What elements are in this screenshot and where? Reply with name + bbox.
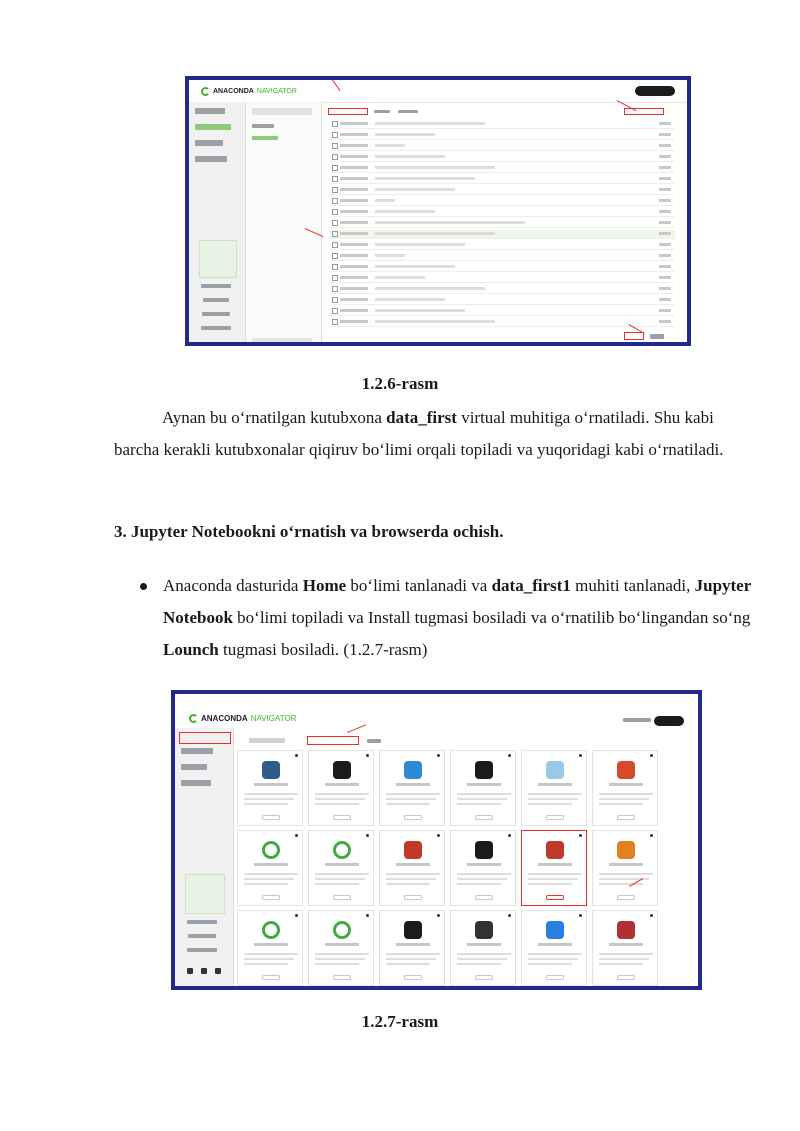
application-card[interactable] bbox=[521, 910, 587, 986]
row-checkbox[interactable] bbox=[332, 198, 338, 204]
application-description bbox=[599, 798, 649, 800]
package-description bbox=[375, 166, 495, 169]
package-name bbox=[340, 199, 368, 202]
bullet-item: Anaconda dasturida Home bo‘limi tanlanadi va data_first1 muhiti tanlanadi, Jupyter Notebook bo‘limi topiladi va Install tugmasi bosiladi va o‘rnatilib bo‘lingandan so‘ng Lounch tugmasi bosiladi. (1.2.7-rasm) bbox=[163, 576, 751, 659]
application-description bbox=[315, 953, 369, 955]
sidebar-link[interactable] bbox=[187, 920, 217, 924]
sidebar-link[interactable] bbox=[202, 312, 230, 316]
package-version bbox=[659, 188, 671, 191]
package-name bbox=[340, 243, 368, 246]
application-title bbox=[467, 943, 501, 946]
application-icon bbox=[333, 841, 351, 859]
table-row[interactable] bbox=[330, 307, 675, 316]
settings-icon[interactable] bbox=[579, 754, 582, 757]
table-row[interactable] bbox=[330, 318, 675, 327]
application-icon bbox=[617, 841, 635, 859]
settings-icon[interactable] bbox=[437, 914, 440, 917]
application-action-button[interactable] bbox=[546, 895, 564, 900]
package-description bbox=[375, 287, 485, 290]
application-action-button[interactable] bbox=[404, 975, 422, 980]
package-name bbox=[340, 166, 368, 169]
row-checkbox[interactable] bbox=[332, 286, 338, 292]
promo-banner[interactable] bbox=[199, 240, 237, 278]
row-checkbox[interactable] bbox=[332, 319, 338, 325]
application-description bbox=[528, 953, 582, 955]
application-title bbox=[467, 783, 501, 786]
settings-icon[interactable] bbox=[437, 754, 440, 757]
application-card[interactable] bbox=[379, 830, 445, 906]
application-description bbox=[386, 883, 430, 885]
application-description bbox=[528, 878, 578, 880]
clear-button[interactable] bbox=[650, 334, 664, 339]
navigator-sidebar bbox=[175, 728, 234, 986]
sidebar-item-environments[interactable] bbox=[181, 748, 213, 754]
application-action-button[interactable] bbox=[475, 895, 493, 900]
table-row[interactable] bbox=[330, 296, 675, 305]
anaconda-logo: ANACONDA NAVIGATOR bbox=[189, 714, 296, 723]
application-icon bbox=[404, 921, 422, 939]
navigator-header bbox=[189, 80, 687, 103]
environment-search-input[interactable] bbox=[252, 108, 312, 115]
application-card[interactable] bbox=[592, 830, 658, 906]
application-title bbox=[254, 783, 288, 786]
table-row[interactable] bbox=[330, 230, 675, 239]
row-checkbox[interactable] bbox=[332, 176, 338, 182]
package-version bbox=[659, 133, 671, 136]
figure-2-screenshot bbox=[171, 690, 702, 990]
application-card[interactable] bbox=[521, 830, 587, 906]
environment-item-selected[interactable] bbox=[252, 136, 278, 140]
application-description bbox=[457, 798, 507, 800]
application-title bbox=[325, 943, 359, 946]
row-checkbox[interactable] bbox=[332, 165, 338, 171]
package-name bbox=[340, 210, 368, 213]
row-checkbox[interactable] bbox=[332, 308, 338, 314]
package-version bbox=[659, 309, 671, 312]
application-title bbox=[467, 863, 501, 866]
sidebar-item-learning[interactable] bbox=[195, 140, 223, 146]
table-row[interactable] bbox=[330, 274, 675, 283]
row-checkbox[interactable] bbox=[332, 264, 338, 270]
row-checkbox[interactable] bbox=[332, 242, 338, 248]
application-card[interactable] bbox=[450, 910, 516, 986]
application-description bbox=[315, 873, 369, 875]
table-row[interactable] bbox=[330, 120, 675, 129]
application-card[interactable] bbox=[308, 750, 374, 826]
application-icon bbox=[262, 761, 280, 779]
application-description bbox=[315, 793, 369, 795]
package-name bbox=[340, 276, 368, 279]
package-version bbox=[659, 166, 671, 169]
application-description bbox=[457, 963, 501, 965]
package-description bbox=[375, 265, 455, 268]
application-card[interactable] bbox=[592, 910, 658, 986]
application-description bbox=[244, 873, 298, 875]
application-description bbox=[599, 883, 643, 885]
application-description bbox=[457, 878, 507, 880]
application-card[interactable] bbox=[308, 830, 374, 906]
package-version bbox=[659, 276, 671, 279]
applications-select[interactable] bbox=[249, 738, 285, 743]
settings-icon[interactable] bbox=[366, 834, 369, 837]
application-title bbox=[538, 943, 572, 946]
annotation-box-filter bbox=[624, 108, 664, 115]
package-description bbox=[375, 309, 465, 312]
settings-icon[interactable] bbox=[508, 834, 511, 837]
application-description bbox=[457, 803, 501, 805]
application-title bbox=[609, 783, 643, 786]
settings-icon[interactable] bbox=[295, 834, 298, 837]
table-row[interactable] bbox=[330, 219, 675, 228]
environment-actions[interactable] bbox=[252, 338, 312, 346]
table-row[interactable] bbox=[330, 252, 675, 261]
application-description bbox=[386, 798, 436, 800]
application-action-button[interactable] bbox=[475, 815, 493, 820]
application-title bbox=[325, 863, 359, 866]
application-icon bbox=[475, 921, 493, 939]
settings-icon[interactable] bbox=[508, 754, 511, 757]
package-version bbox=[659, 287, 671, 290]
application-action-button[interactable] bbox=[333, 895, 351, 900]
youtube-icon[interactable] bbox=[201, 968, 207, 974]
application-description bbox=[244, 793, 298, 795]
anaconda-logo: ANACONDA NAVIGATOR bbox=[201, 85, 297, 97]
package-description bbox=[375, 320, 495, 323]
application-card[interactable] bbox=[450, 750, 516, 826]
application-icon bbox=[404, 841, 422, 859]
connect-button[interactable] bbox=[623, 718, 651, 722]
navigator-sidebar bbox=[189, 102, 246, 342]
sign-in-button[interactable] bbox=[635, 86, 675, 96]
application-icon bbox=[333, 761, 351, 779]
table-row[interactable] bbox=[330, 241, 675, 250]
application-title bbox=[325, 783, 359, 786]
application-description bbox=[457, 953, 511, 955]
application-title bbox=[609, 863, 643, 866]
package-name bbox=[340, 320, 368, 323]
row-checkbox[interactable] bbox=[332, 154, 338, 160]
row-checkbox[interactable] bbox=[332, 297, 338, 303]
table-row[interactable] bbox=[330, 208, 675, 217]
package-description bbox=[375, 133, 435, 136]
package-version bbox=[659, 254, 671, 257]
application-action-button[interactable] bbox=[617, 815, 635, 820]
application-action-button[interactable] bbox=[262, 975, 280, 980]
applications-grid bbox=[237, 750, 690, 980]
application-action-button[interactable] bbox=[404, 895, 422, 900]
table-row[interactable] bbox=[330, 263, 675, 272]
package-name bbox=[340, 254, 368, 257]
annotation-box-apply bbox=[624, 332, 644, 340]
package-description bbox=[375, 199, 395, 202]
application-description bbox=[386, 803, 430, 805]
figure-2-caption: 1.2.7-rasm bbox=[361, 1012, 439, 1031]
application-description bbox=[315, 798, 365, 800]
table-row[interactable] bbox=[330, 131, 675, 140]
channels-button[interactable] bbox=[374, 110, 390, 113]
application-card[interactable] bbox=[237, 830, 303, 906]
package-version bbox=[659, 298, 671, 301]
application-icon bbox=[617, 921, 635, 939]
package-version bbox=[659, 122, 671, 125]
application-title bbox=[538, 863, 572, 866]
package-description bbox=[375, 276, 425, 279]
settings-icon[interactable] bbox=[437, 834, 440, 837]
application-description bbox=[244, 878, 294, 880]
figure-1-caption: 1.2.6-rasm bbox=[361, 374, 439, 393]
application-description bbox=[244, 958, 294, 960]
sidebar-item-community[interactable] bbox=[195, 156, 227, 162]
application-description bbox=[528, 873, 582, 875]
sign-in-button[interactable] bbox=[654, 716, 684, 726]
package-version bbox=[659, 210, 671, 213]
application-title bbox=[396, 783, 430, 786]
application-description bbox=[528, 798, 578, 800]
application-icon bbox=[262, 841, 280, 859]
application-description bbox=[528, 883, 572, 885]
settings-icon[interactable] bbox=[579, 834, 582, 837]
application-icon bbox=[404, 761, 422, 779]
package-name bbox=[340, 265, 368, 268]
package-version bbox=[659, 221, 671, 224]
sidebar-link[interactable] bbox=[201, 284, 231, 288]
package-version bbox=[659, 232, 671, 235]
update-index-button[interactable] bbox=[398, 110, 418, 113]
application-icon bbox=[262, 921, 280, 939]
row-checkbox[interactable] bbox=[332, 231, 338, 237]
application-action-button[interactable] bbox=[333, 975, 351, 980]
application-card[interactable] bbox=[379, 750, 445, 826]
application-action-button[interactable] bbox=[546, 815, 564, 820]
application-action-button[interactable] bbox=[262, 815, 280, 820]
application-action-button[interactable] bbox=[262, 895, 280, 900]
application-card[interactable] bbox=[237, 910, 303, 986]
sidebar-link[interactable] bbox=[201, 326, 231, 330]
application-description bbox=[528, 803, 572, 805]
application-card[interactable] bbox=[308, 910, 374, 986]
application-description bbox=[315, 878, 365, 880]
application-action-button[interactable] bbox=[617, 895, 635, 900]
application-description bbox=[599, 873, 653, 875]
application-title bbox=[254, 863, 288, 866]
application-description bbox=[457, 883, 501, 885]
application-description bbox=[244, 883, 288, 885]
navigator-header bbox=[175, 694, 698, 728]
package-description bbox=[375, 188, 455, 191]
application-description bbox=[386, 878, 436, 880]
environments-list bbox=[246, 102, 322, 342]
application-title bbox=[396, 943, 430, 946]
package-version bbox=[659, 243, 671, 246]
section-heading: 3. Jupyter Notebookni o‘rnatish va browserda ochish. bbox=[114, 522, 504, 541]
package-description bbox=[375, 177, 475, 180]
row-checkbox[interactable] bbox=[332, 275, 338, 281]
package-name bbox=[340, 122, 368, 125]
row-checkbox[interactable] bbox=[332, 132, 338, 138]
application-description bbox=[599, 963, 643, 965]
package-version bbox=[659, 155, 671, 158]
row-checkbox[interactable] bbox=[332, 143, 338, 149]
figure-1-screenshot bbox=[185, 76, 691, 346]
application-description bbox=[386, 873, 440, 875]
package-name bbox=[340, 133, 368, 136]
twitter-icon[interactable] bbox=[187, 968, 193, 974]
application-description bbox=[599, 953, 653, 955]
annotation-box-search bbox=[328, 108, 368, 115]
application-card[interactable] bbox=[237, 750, 303, 826]
table-row[interactable] bbox=[330, 285, 675, 294]
github-icon[interactable] bbox=[215, 968, 221, 974]
application-card[interactable] bbox=[521, 750, 587, 826]
application-icon bbox=[333, 921, 351, 939]
application-card[interactable] bbox=[592, 750, 658, 826]
application-title bbox=[254, 943, 288, 946]
package-name bbox=[340, 221, 368, 224]
channels-button[interactable] bbox=[367, 739, 381, 743]
settings-icon[interactable] bbox=[579, 914, 582, 917]
application-description bbox=[457, 873, 511, 875]
application-description bbox=[386, 958, 436, 960]
sidebar-item-environments[interactable] bbox=[195, 124, 231, 130]
application-icon bbox=[546, 761, 564, 779]
anaconda-ring-icon bbox=[201, 87, 210, 96]
package-version bbox=[659, 199, 671, 202]
settings-icon[interactable] bbox=[650, 914, 653, 917]
package-name bbox=[340, 144, 368, 147]
application-description bbox=[457, 958, 507, 960]
table-row[interactable] bbox=[330, 164, 675, 173]
application-icon bbox=[617, 761, 635, 779]
package-version bbox=[659, 144, 671, 147]
settings-icon[interactable] bbox=[650, 754, 653, 757]
sidebar-link[interactable] bbox=[203, 298, 229, 302]
table-row[interactable] bbox=[330, 142, 675, 151]
package-description bbox=[375, 298, 445, 301]
settings-icon[interactable] bbox=[295, 914, 298, 917]
table-row[interactable] bbox=[330, 175, 675, 184]
promo-banner[interactable] bbox=[185, 874, 225, 914]
package-name bbox=[340, 287, 368, 290]
settings-icon[interactable] bbox=[366, 754, 369, 757]
package-name bbox=[340, 232, 368, 235]
application-description bbox=[244, 953, 298, 955]
application-action-button[interactable] bbox=[617, 975, 635, 980]
package-name bbox=[340, 155, 368, 158]
application-action-button[interactable] bbox=[404, 815, 422, 820]
application-card[interactable] bbox=[450, 830, 516, 906]
application-description bbox=[244, 798, 294, 800]
settings-icon[interactable] bbox=[650, 834, 653, 837]
application-description bbox=[315, 803, 359, 805]
row-checkbox[interactable] bbox=[332, 187, 338, 193]
row-checkbox[interactable] bbox=[332, 121, 338, 127]
row-checkbox[interactable] bbox=[332, 209, 338, 215]
settings-icon[interactable] bbox=[295, 754, 298, 757]
annotation-box-home bbox=[179, 732, 231, 744]
package-description bbox=[375, 122, 485, 125]
application-title bbox=[609, 943, 643, 946]
application-description bbox=[386, 963, 430, 965]
application-icon bbox=[475, 761, 493, 779]
application-card[interactable] bbox=[379, 910, 445, 986]
table-row[interactable] bbox=[330, 153, 675, 162]
application-description bbox=[244, 803, 288, 805]
table-row[interactable] bbox=[330, 197, 675, 206]
paragraph-installation: Aynan bu o‘rnatilgan kutubxona data_first virtual muhitiga o‘rnatiladi. Shu kabi barcha kerakli kutubxonalar qiqiruv bo‘limi orqali topiladi va yuqoridagi kabi o‘rnatiladi. bbox=[114, 408, 724, 459]
application-description bbox=[528, 793, 582, 795]
package-name bbox=[340, 177, 368, 180]
application-action-button[interactable] bbox=[333, 815, 351, 820]
package-description bbox=[375, 254, 405, 257]
application-description bbox=[244, 963, 288, 965]
application-description bbox=[599, 793, 653, 795]
application-title bbox=[396, 863, 430, 866]
environment-item-base[interactable] bbox=[252, 124, 274, 128]
package-name bbox=[340, 298, 368, 301]
sidebar-link[interactable] bbox=[187, 948, 217, 952]
package-description bbox=[375, 144, 405, 147]
application-icon bbox=[546, 921, 564, 939]
sidebar-item-community[interactable] bbox=[181, 780, 211, 786]
packages-table bbox=[324, 102, 681, 342]
sidebar-link[interactable] bbox=[188, 934, 216, 938]
package-version bbox=[659, 177, 671, 180]
bullet-icon bbox=[140, 583, 147, 590]
application-icon bbox=[475, 841, 493, 859]
application-description bbox=[528, 963, 572, 965]
package-version bbox=[659, 265, 671, 268]
application-action-button[interactable] bbox=[546, 975, 564, 980]
application-title bbox=[538, 783, 572, 786]
table-row[interactable] bbox=[330, 186, 675, 195]
application-description bbox=[528, 958, 578, 960]
row-checkbox[interactable] bbox=[332, 253, 338, 259]
application-description bbox=[599, 803, 643, 805]
application-description bbox=[386, 953, 440, 955]
settings-icon[interactable] bbox=[366, 914, 369, 917]
package-description bbox=[375, 232, 495, 235]
package-version bbox=[659, 320, 671, 323]
package-description bbox=[375, 155, 445, 158]
package-name bbox=[340, 188, 368, 191]
application-description bbox=[315, 958, 365, 960]
application-description bbox=[315, 883, 359, 885]
application-description bbox=[315, 963, 359, 965]
anaconda-ring-icon bbox=[189, 714, 198, 723]
sidebar-item-home[interactable] bbox=[195, 108, 225, 114]
package-description bbox=[375, 221, 525, 224]
package-name bbox=[340, 309, 368, 312]
application-icon bbox=[546, 841, 564, 859]
application-action-button[interactable] bbox=[475, 975, 493, 980]
package-description bbox=[375, 243, 465, 246]
sidebar-item-learning[interactable] bbox=[181, 764, 207, 770]
application-description bbox=[386, 793, 440, 795]
annotation-box-environment bbox=[307, 736, 359, 745]
package-description bbox=[375, 210, 435, 213]
application-description bbox=[599, 958, 649, 960]
application-description bbox=[457, 793, 511, 795]
row-checkbox[interactable] bbox=[332, 220, 338, 226]
settings-icon[interactable] bbox=[508, 914, 511, 917]
